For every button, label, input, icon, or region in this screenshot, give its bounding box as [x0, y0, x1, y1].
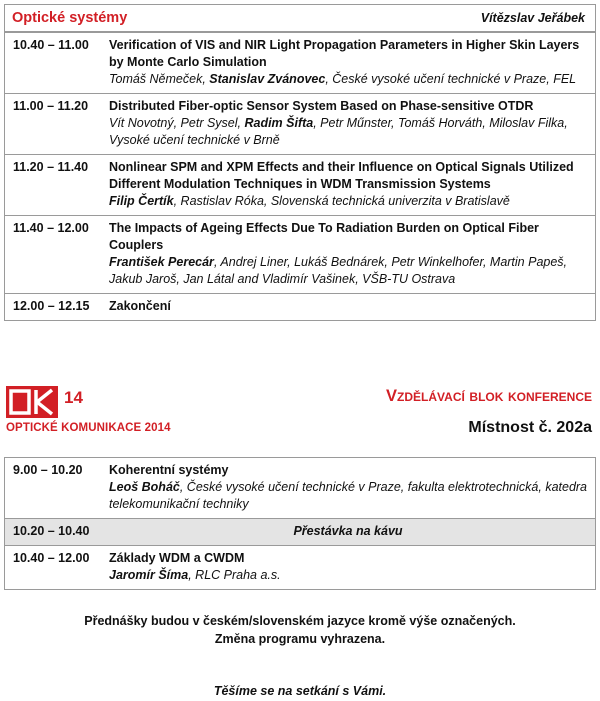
talk-authors: Tomáš Němeček, Stanislav Zvánovec, České vysoké učení technické v Praze, FEL [109, 72, 577, 86]
logo-number: 14 [64, 388, 83, 407]
table-row [5, 293, 595, 320]
talk-title: Distributed Fiber-optic Sensor System Based on Phase-sensitive OTDR [109, 99, 534, 113]
talk-time: 12.00 – 12.15 [13, 299, 90, 313]
talk-time: 11.20 – 11.40 [13, 160, 89, 174]
talk-title: Nonlinear SPM and XPM Effects and their Influence on Optical Signals Utilized Different Modulation Techniques in WDM Transmission Systems [109, 160, 574, 191]
talk-title: The Impacts of Ageing Effects Due To Radiation Burden on Optical Fiber Couplers [109, 221, 539, 252]
language-note: Přednášky budou v českém/slovenském jazyce kromě výše označených. [84, 614, 516, 628]
table-row-break [5, 518, 595, 545]
talk-content [109, 550, 595, 584]
break-label: Přestávka na kávu [293, 524, 403, 538]
talk-title: Základy WDM a CWDM [109, 551, 245, 565]
talk-content [109, 220, 595, 288]
table-row [5, 154, 595, 215]
logo-text: OPTICKÉ KOMUNIKACE 2014 [6, 422, 171, 434]
section-header [4, 4, 596, 32]
talk-content [109, 37, 595, 88]
footer-notes [0, 612, 600, 648]
schedule-table [4, 32, 596, 321]
talk-time: 10.40 – 11.00 [13, 38, 89, 52]
talk-authors: František Perecár, Andrej Liner, Lukáš Bednárek, Petr Winkelhofer, Martin Papeš, Jakub Jaroš, Jan Látal and Vladimír Vašinek, VŠB-TU Ostrava [109, 255, 568, 286]
table-row [5, 215, 595, 293]
talk-authors: Jaromír Šíma, RLC Praha a.s. [109, 568, 281, 582]
table-row [5, 93, 595, 154]
talk-authors: Leoš Boháč, České vysoké učení technické v Praze, fakulta elektrotechnická, katedra telekomunikační techniky [109, 480, 588, 511]
talk-time: 11.40 – 12.00 [13, 221, 89, 235]
talk-content [109, 298, 595, 315]
talk-title: Zakončení [109, 299, 171, 313]
table-row [5, 32, 595, 93]
section-chair: Vítězslav Jeřábek [480, 11, 585, 25]
ok-logo-icon [6, 386, 58, 418]
talk-title: Verification of VIS and NIR Light Propagation Parameters in Higher Skin Layers by Monte Carlo Simulation [109, 38, 580, 69]
table-row [5, 545, 595, 589]
talk-authors: Vít Novotný, Petr Sysel, Radim Šifta, Petr Műnster, Tomáš Horváth, Miloslav Filka, Vysoké učení technické v Brně [109, 116, 568, 147]
room-label: Místnost č. 202a [468, 419, 592, 436]
talk-time: 9.00 – 10.20 [13, 463, 83, 477]
talk-title: Koherentní systémy [109, 463, 229, 477]
talk-content [109, 159, 595, 210]
table-row [5, 457, 595, 518]
talk-time: 10.20 – 10.40 [13, 524, 90, 538]
block-table [4, 457, 596, 590]
section-title: Optické systémy [12, 10, 128, 26]
talk-time: 11.00 – 11.20 [13, 99, 89, 113]
talk-time: 10.40 – 12.00 [13, 551, 90, 565]
block-title: Vzdělávací blok konference [386, 387, 592, 405]
closing-line: Těšíme se na setkání s Vámi. [213, 684, 387, 698]
talk-content [109, 98, 595, 149]
conference-logo [6, 386, 246, 438]
talk-content [109, 462, 595, 513]
talk-authors: Filip Čertík, Rastislav Róka, Slovenská technická univerzita v Bratislavě [109, 194, 510, 208]
change-note: Změna programu vyhrazena. [214, 632, 386, 646]
